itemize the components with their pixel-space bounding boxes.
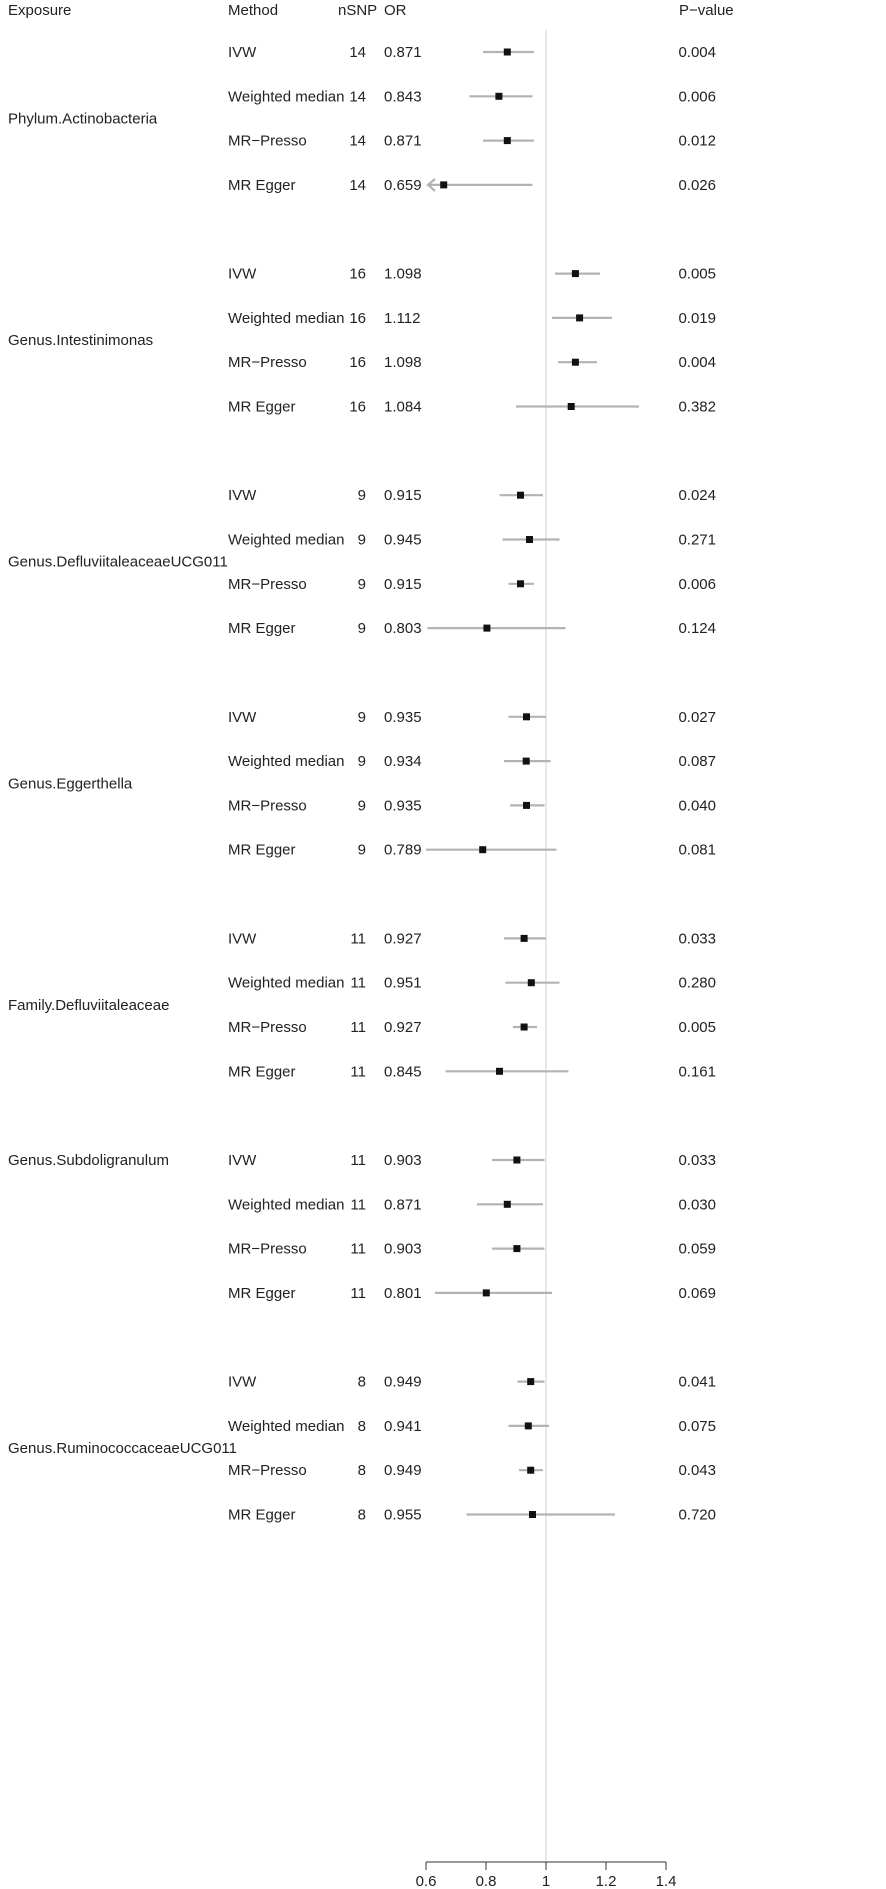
or-point xyxy=(483,625,490,632)
p-value: 0.005 xyxy=(678,265,716,283)
p-value: 0.006 xyxy=(678,88,716,106)
method-label: MR Egger xyxy=(228,398,296,416)
method-label: IVW xyxy=(228,1373,257,1391)
p-value: 0.024 xyxy=(678,487,716,505)
method-label: Weighted median xyxy=(228,1417,345,1435)
or-point xyxy=(479,846,486,853)
header-or: OR xyxy=(384,2,407,19)
forest-row xyxy=(228,399,716,416)
or-point xyxy=(513,1157,520,1164)
or-point xyxy=(572,359,579,366)
method-label: IVW xyxy=(228,708,257,726)
p-value: 0.081 xyxy=(678,841,716,859)
p-value: 0.124 xyxy=(678,620,716,638)
or-value: 0.789 xyxy=(384,841,422,859)
or-value: 0.927 xyxy=(384,930,422,948)
exposure-label: Genus.Subdoligranulum xyxy=(8,1152,169,1169)
nsnp-value: 8 xyxy=(357,1373,366,1391)
or-value: 0.659 xyxy=(384,176,422,194)
or-value: 0.845 xyxy=(384,1063,422,1081)
or-value: 0.945 xyxy=(384,531,422,549)
nsnp-value: 8 xyxy=(357,1462,366,1480)
forest-row xyxy=(228,930,716,947)
p-value: 0.041 xyxy=(678,1373,716,1391)
p-value: 0.030 xyxy=(678,1196,716,1214)
nsnp-value: 11 xyxy=(350,930,366,948)
nsnp-value: 9 xyxy=(357,797,366,815)
or-value: 0.955 xyxy=(384,1506,422,1524)
nsnp-value: 14 xyxy=(349,44,366,61)
x-tick-label: 1 xyxy=(541,1873,551,1889)
forest-row xyxy=(228,1462,716,1479)
or-point xyxy=(513,1245,520,1252)
method-label: MR Egger xyxy=(228,1063,296,1081)
or-value: 1.112 xyxy=(384,309,421,327)
forest-row xyxy=(228,1285,716,1302)
forest-row xyxy=(228,1507,716,1524)
method-label: MR−Presso xyxy=(228,1019,307,1036)
method-label: Weighted median xyxy=(228,1196,345,1214)
exposure-label: Genus.DefluviitaleaceaeUCG011 xyxy=(8,553,228,571)
exposure-label: Genus.Eggerthella xyxy=(8,775,133,793)
forest-row xyxy=(228,532,716,549)
column-headers xyxy=(8,2,734,19)
method-label: MR Egger xyxy=(228,1506,296,1524)
forest-row xyxy=(228,177,716,194)
nsnp-value: 14 xyxy=(349,88,366,106)
or-point xyxy=(523,802,530,809)
x-tick-label: 0.6 xyxy=(415,1873,437,1889)
forest-row xyxy=(228,1019,716,1036)
nsnp-value: 11 xyxy=(350,1240,366,1258)
x-tick-label: 0.8 xyxy=(475,1873,497,1889)
nsnp-value: 8 xyxy=(357,1506,366,1524)
method-label: MR−Presso xyxy=(228,797,307,815)
nsnp-value: 11 xyxy=(350,974,366,992)
header-pvalue: P−value xyxy=(679,2,734,19)
method-label: Weighted median xyxy=(228,974,345,992)
or-point xyxy=(521,1024,528,1031)
or-point xyxy=(523,758,530,765)
x-axis xyxy=(416,1862,677,1889)
or-value: 0.871 xyxy=(384,132,422,150)
nsnp-value: 9 xyxy=(357,575,366,593)
or-value: 0.843 xyxy=(384,88,422,106)
nsnp-value: 11 xyxy=(350,1284,366,1302)
method-label: MR−Presso xyxy=(228,1240,307,1258)
or-value: 0.871 xyxy=(384,1196,422,1214)
nsnp-value: 14 xyxy=(349,132,366,150)
or-point xyxy=(527,1467,534,1474)
or-point xyxy=(495,93,502,100)
p-value: 0.040 xyxy=(678,797,716,815)
forest-row xyxy=(228,1241,716,1258)
p-value: 0.019 xyxy=(678,309,716,327)
method-label: IVW xyxy=(228,1152,257,1169)
or-value: 0.941 xyxy=(384,1417,422,1435)
method-label: MR Egger xyxy=(228,1284,296,1302)
nsnp-value: 11 xyxy=(350,1196,366,1214)
or-point xyxy=(527,1378,534,1385)
or-point xyxy=(521,935,528,942)
p-value: 0.004 xyxy=(678,44,716,61)
method-label: IVW xyxy=(228,265,257,283)
method-label: MR−Presso xyxy=(228,354,307,372)
or-value: 0.951 xyxy=(384,974,422,992)
or-value: 0.934 xyxy=(384,753,422,771)
forest-row xyxy=(228,1196,716,1213)
or-value: 1.098 xyxy=(384,354,422,372)
forest-row xyxy=(228,133,716,150)
exposure-label: Genus.RuminococcaceaeUCG011 xyxy=(8,1440,238,1458)
method-label: Weighted median xyxy=(228,753,345,771)
method-label: MR−Presso xyxy=(228,575,307,593)
or-value: 0.801 xyxy=(384,1284,422,1302)
or-value: 0.903 xyxy=(384,1240,422,1258)
or-value: 0.949 xyxy=(384,1373,422,1391)
forest-row xyxy=(228,44,716,61)
or-point xyxy=(576,314,583,321)
nsnp-value: 11 xyxy=(350,1152,366,1169)
p-value: 0.059 xyxy=(678,1240,716,1258)
nsnp-value: 8 xyxy=(357,1417,366,1435)
nsnp-value: 11 xyxy=(350,1019,366,1036)
nsnp-value: 9 xyxy=(357,531,366,549)
p-value: 0.027 xyxy=(678,708,716,726)
or-value: 0.803 xyxy=(384,620,422,638)
exposure-group xyxy=(8,1152,716,1302)
forest-row xyxy=(228,310,716,327)
x-tick-label: 1.4 xyxy=(655,1873,677,1889)
or-point xyxy=(529,1511,536,1518)
p-value: 0.033 xyxy=(678,1152,716,1169)
nsnp-value: 9 xyxy=(357,487,366,505)
p-value: 0.075 xyxy=(678,1417,716,1435)
method-label: MR−Presso xyxy=(228,132,307,150)
exposure-group xyxy=(8,930,716,1080)
p-value: 0.069 xyxy=(678,1284,716,1302)
forest-row xyxy=(228,797,716,814)
p-value: 0.026 xyxy=(678,176,716,194)
exposure-group xyxy=(8,1374,716,1524)
forest-row xyxy=(228,1418,716,1435)
forest-row xyxy=(228,266,716,283)
exposure-group xyxy=(8,487,716,637)
p-value: 0.004 xyxy=(678,354,716,372)
forest-row xyxy=(228,842,716,859)
exposure-group xyxy=(8,44,716,194)
method-label: Weighted median xyxy=(228,309,345,327)
or-point xyxy=(504,137,511,144)
or-point xyxy=(568,403,575,410)
header-nsnp: nSNP xyxy=(338,2,378,19)
forest-rows xyxy=(8,44,716,1524)
x-tick-label: 1.2 xyxy=(595,1873,617,1889)
p-value: 0.271 xyxy=(678,531,716,549)
or-value: 0.915 xyxy=(384,487,422,505)
p-value: 0.043 xyxy=(678,1462,716,1480)
forest-row xyxy=(228,975,716,992)
nsnp-value: 11 xyxy=(350,1063,366,1081)
nsnp-value: 9 xyxy=(357,753,366,771)
or-point xyxy=(528,979,535,986)
header-method: Method xyxy=(228,2,279,19)
forest-row xyxy=(228,753,716,770)
or-value: 0.871 xyxy=(384,44,422,61)
method-label: IVW xyxy=(228,930,257,948)
or-value: 0.949 xyxy=(384,1462,422,1480)
nsnp-value: 16 xyxy=(349,309,366,327)
p-value: 0.161 xyxy=(678,1063,716,1081)
nsnp-value: 16 xyxy=(349,265,366,283)
p-value: 0.382 xyxy=(678,398,716,416)
or-value: 0.927 xyxy=(384,1019,422,1036)
or-value: 1.084 xyxy=(384,398,422,416)
method-label: Weighted median xyxy=(228,531,345,549)
or-value: 0.915 xyxy=(384,575,422,593)
or-value: 0.935 xyxy=(384,708,422,726)
or-point xyxy=(504,49,511,56)
or-point xyxy=(483,1289,490,1296)
or-point xyxy=(523,713,530,720)
or-point xyxy=(526,536,533,543)
or-point xyxy=(517,492,524,499)
or-point xyxy=(572,270,579,277)
method-label: Weighted median xyxy=(228,88,345,106)
or-point xyxy=(496,1068,503,1075)
forest-row xyxy=(228,709,716,726)
or-point xyxy=(525,1422,532,1429)
method-label: IVW xyxy=(228,487,257,505)
nsnp-value: 9 xyxy=(357,708,366,726)
forest-row xyxy=(228,620,716,637)
forest-row xyxy=(228,88,716,105)
exposure-label: Family.Defluviitaleaceae xyxy=(8,996,170,1014)
forest-row xyxy=(228,487,716,504)
forest-row xyxy=(228,1063,716,1080)
or-point xyxy=(440,181,447,188)
p-value: 0.087 xyxy=(678,753,716,771)
or-value: 0.935 xyxy=(384,797,422,815)
p-value: 0.720 xyxy=(678,1506,716,1524)
or-value: 0.903 xyxy=(384,1152,422,1169)
method-label: MR Egger xyxy=(228,841,296,859)
p-value: 0.012 xyxy=(678,132,716,150)
or-value: 1.098 xyxy=(384,265,422,283)
method-label: MR−Presso xyxy=(228,1462,307,1480)
exposure-label: Genus.Intestinimonas xyxy=(8,332,154,350)
exposure-label: Phylum.Actinobacteria xyxy=(8,110,158,128)
forest-row xyxy=(228,576,716,593)
method-label: MR Egger xyxy=(228,176,296,194)
forest-row xyxy=(228,354,716,371)
method-label: MR Egger xyxy=(228,620,296,638)
method-label: IVW xyxy=(228,44,257,61)
or-point xyxy=(517,580,524,587)
p-value: 0.280 xyxy=(678,974,716,992)
nsnp-value: 16 xyxy=(349,398,366,416)
forest-row xyxy=(228,1152,716,1169)
nsnp-value: 16 xyxy=(349,354,366,372)
exposure-group xyxy=(8,266,716,416)
forest-row xyxy=(228,1374,716,1391)
nsnp-value: 9 xyxy=(357,620,366,638)
p-value: 0.033 xyxy=(678,930,716,948)
or-point xyxy=(504,1201,511,1208)
p-value: 0.005 xyxy=(678,1019,716,1036)
exposure-group xyxy=(8,709,716,859)
header-exposure: Exposure xyxy=(8,2,72,19)
p-value: 0.006 xyxy=(678,575,716,593)
nsnp-value: 14 xyxy=(349,176,366,194)
nsnp-value: 9 xyxy=(357,841,366,859)
